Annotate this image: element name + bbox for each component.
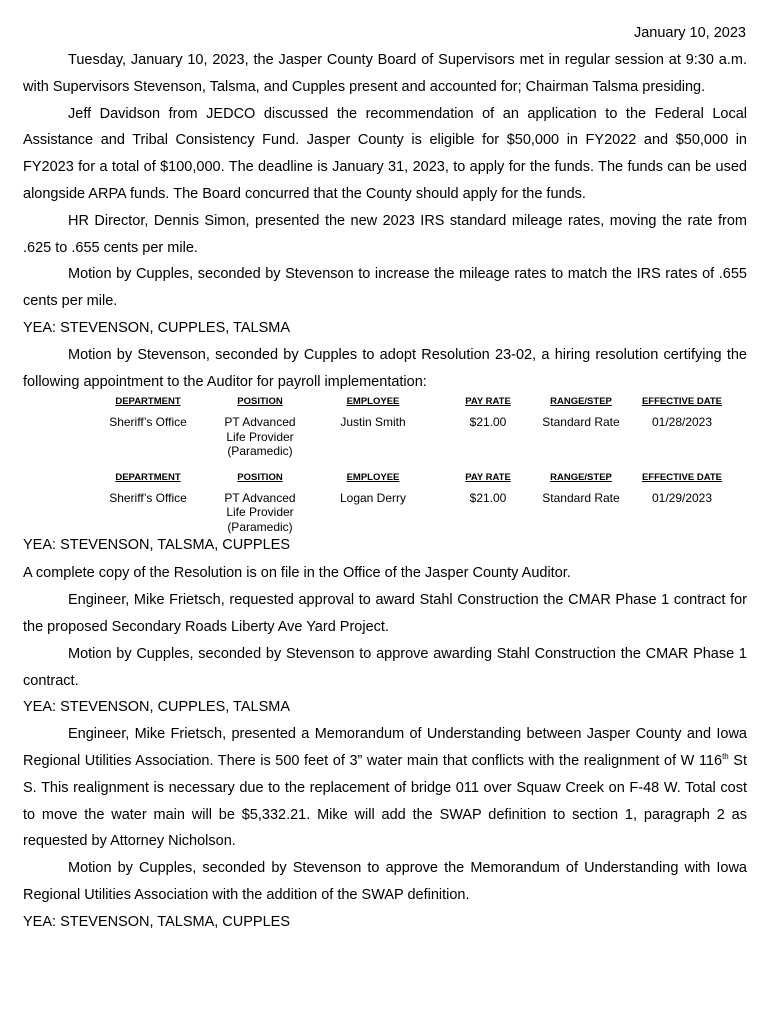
paragraph-mileage-rates: HR Director, Dennis Simon, presented the new 2023 IRS standard mileage rates, moving the rate from .625 to .655 cents per mile. [23, 212, 747, 256]
vote-result: YEA: STEVENSON, CUPPLES, TALSMA [23, 699, 290, 716]
table-header-row [76, 395, 732, 413]
cell-range-step: Standard Rate [542, 490, 620, 505]
position-line: PT Advanced [224, 490, 296, 505]
column-header: EFFECTIVE DATE [641, 471, 723, 483]
vote-result: YEA: STEVENSON, CUPPLES, TALSMA [23, 319, 290, 336]
column-header: EFFECTIVE DATE [641, 396, 723, 408]
paragraph-cmar-request: Engineer, Mike Frietsch, requested approval to award Stahl Construction the CMAR Phase 1 contract for the proposed Secondary Roads Liberty Ave Yard Project. [23, 592, 747, 635]
table-row [76, 413, 732, 459]
table-row [76, 489, 732, 535]
position-line: (Paramedic) [227, 519, 293, 534]
minutes-body [23, 47, 747, 936]
cell-pay-rate: $21.00 [469, 415, 507, 430]
column-header: EMPLOYEE [346, 396, 400, 408]
table-header-row [76, 471, 732, 489]
paragraph-resolution-motion: Motion by Stevenson, seconded by Cupples to adopt Resolution 23-02, a hiring resolution certifying the following appointment to the Auditor for payroll implementation: [23, 346, 747, 390]
position-line: Life Provider [226, 429, 294, 444]
paragraph-resolution-on-file: A complete copy of the Resolution is on file in the Office of the Jasper County Auditor. [23, 565, 571, 582]
column-header: POSITION [237, 396, 283, 408]
cell-employee: Justin Smith [340, 415, 406, 430]
cell-employee: Logan Derry [339, 490, 407, 505]
cell-department: Sheriff’s Office [109, 490, 187, 505]
column-header: PAY RATE [465, 471, 511, 483]
vote-result: YEA: STEVENSON, TALSMA, CUPPLES [23, 913, 290, 930]
appointment-table [76, 395, 732, 534]
paragraph-session-opening: Tuesday, January 10, 2023, the Jasper County Board of Supervisors met in regular session at 9:30 a.m. with Supervisors Stevenson, Talsma, and Cupples present and accounted for; Chairman Talsma presiding. [23, 52, 747, 95]
position-line: Life Provider [226, 505, 294, 520]
vote-result: YEA: STEVENSON, TALSMA, CUPPLES [23, 537, 290, 554]
column-header: DEPARTMENT [115, 396, 181, 408]
paragraph-mileage-motion: Motion by Cupples, seconded by Stevenson to increase the mileage rates to match the IRS rates of .655 cents per mile. [23, 266, 747, 310]
paragraph-cmar-motion: Motion by Cupples, seconded by Stevenson to approve awarding Stahl Construction the CMAR Phase 1 contract. [23, 645, 747, 689]
column-header: PAY RATE [465, 396, 511, 408]
position-line: PT Advanced [224, 415, 296, 430]
column-header: RANGE/STEP [550, 471, 612, 483]
cell-effective-date: 01/29/2023 [651, 490, 713, 505]
column-header: DEPARTMENT [115, 471, 181, 483]
mou-text-part: St S. This realignment is necessary due to the replacement of bridge 011 over Squaw Creek on F-48 W. Total cost to move the water main will be $5,332.21. Mike will add the SWAP definition to section 1, paragraph 2 as requested by Attorney Nicholson. [23, 752, 748, 850]
table-spacer [76, 459, 732, 471]
ordinal-suffix: th [722, 752, 729, 762]
cell-range-step: Standard Rate [542, 415, 620, 430]
position-line: (Paramedic) [227, 444, 293, 459]
cell-effective-date: 01/28/2023 [651, 415, 713, 430]
column-header: RANGE/STEP [550, 396, 612, 408]
cell-position [220, 413, 300, 459]
paragraph-jedco-fund: Jeff Davidson from JEDCO discussed the recommendation of an application to the Federal Local Assistance and Tribal Consistency Fund. Jasper County is eligible for $50,000 in FY2022 and $50,000 in FY2023 for a total of $100,000. The deadline is January 31, 2023, to apply for the funds. The funds can be used alongside ARPA funds. The Board concurred that the County should apply for the funds. [23, 105, 747, 202]
cell-department: Sheriff’s Office [109, 415, 187, 430]
mou-text-part: Engineer, Mike Frietsch, presented a Memorandum of Understanding between Jasper County and Iowa Regional Utilities Association. There is 500 feet of 3” water main that conflicts with the realignment of W 116 [23, 726, 747, 769]
cell-position [220, 489, 300, 535]
cell-pay-rate: $21.00 [469, 490, 507, 505]
document-date: January 10, 2023 [633, 25, 746, 41]
paragraph-mou-motion: Motion by Cupples, seconded by Stevenson to approve the Memorandum of Understanding with Iowa Regional Utilities Association with the addition of the SWAP definition. [23, 860, 747, 903]
column-header: POSITION [237, 471, 283, 483]
paragraph-water-main-mou [23, 721, 747, 855]
column-header: EMPLOYEE [346, 471, 400, 483]
